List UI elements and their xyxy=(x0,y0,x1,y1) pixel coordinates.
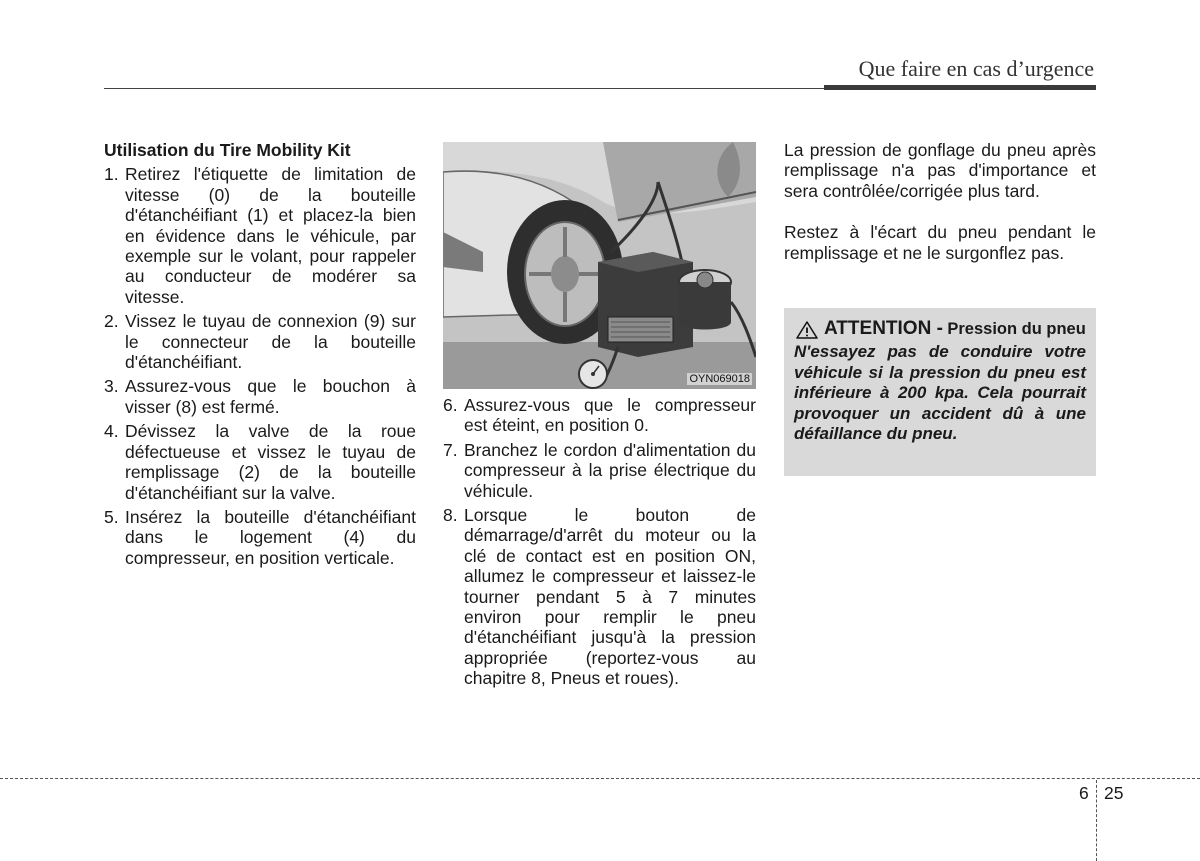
step-text: Lorsque le bouton de démarrage/d'arrêt du moteur ou la clé de contact est en position ON, allumez le compresseur et laissez-le tourner pendant 5 à 7 minutes environ pour remplir le pneu d'étanchéifiant jusqu'à la pression appropriée (reportez-vous au chapitre 8, Pneus et roues). xyxy=(464,505,756,689)
warning-triangle-icon xyxy=(796,321,818,339)
step-number: 6. xyxy=(443,395,458,415)
chapter-number: 6 xyxy=(1079,783,1089,803)
step-text: Vissez le tuyau de connexion (9) sur le connecteur de la bouteille d'étanchéifiant. xyxy=(125,311,416,373)
step-number: 2. xyxy=(104,311,119,332)
tire-mobility-kit-illustration xyxy=(443,142,756,389)
car-tire-compressor-drawing xyxy=(443,142,756,389)
caution-heading xyxy=(794,318,1086,340)
caution-box xyxy=(784,308,1096,476)
step-number: 7. xyxy=(443,439,458,460)
step-item xyxy=(104,507,416,568)
running-header-title: Que faire en cas d’urgence xyxy=(858,56,1094,81)
step-text: Dévissez la valve de la roue défectueuse et vissez le tuyau de remplissage (2) de la bouteille d'étanchéifiant sur la valve. xyxy=(125,421,416,503)
step-item xyxy=(443,440,756,501)
step-number: 8. xyxy=(443,505,458,526)
step-item xyxy=(104,421,416,503)
step-number: 5. xyxy=(104,506,119,527)
header-rule-accent xyxy=(824,85,1096,90)
step-item xyxy=(104,164,416,307)
note-paragraph: Restez à l'écart du pneu pendant le remplissage et ne le surgonflez pas. xyxy=(784,222,1096,263)
page-number: 25 xyxy=(1104,783,1124,803)
steps-list-part2 xyxy=(443,395,756,689)
figure-reference-code: OYN069018 xyxy=(689,373,750,385)
steps-list-part1 xyxy=(104,164,416,568)
caution-title xyxy=(824,318,1086,340)
caution-subtitle: Pression du pneu xyxy=(947,320,1086,338)
section-title: Utilisation du Tire Mobility Kit xyxy=(104,140,351,160)
step-number: 1. xyxy=(104,164,119,185)
step-number: 4. xyxy=(104,421,119,442)
step-item xyxy=(443,395,756,436)
step-item xyxy=(443,505,756,689)
step-text: Retirez l'étiquette de limitation de vitesse (0) de la bouteille d'étanchéifiant (1) et placez-la bien en évidence dans le véhicule, par exemple sur le volant, pour rappeler au conducteur de modérer sa vitesse. xyxy=(125,164,416,307)
footer-divider xyxy=(1096,780,1097,861)
caution-label: ATTENTION - xyxy=(824,318,943,339)
step-item xyxy=(104,311,416,372)
note-paragraph: La pression de gonflage du pneu après remplissage n'a pas d'importance et sera contrôlée/corrigée plus tard. xyxy=(784,140,1096,201)
footer-rule xyxy=(0,778,1200,779)
column-left xyxy=(104,140,416,572)
step-text: Assurez-vous que le compresseur est éteint, en position 0. xyxy=(464,395,756,436)
step-item xyxy=(104,376,416,417)
column-middle xyxy=(443,395,756,693)
step-text: Insérez la bouteille d'étanchéifiant dans le logement (4) du compresseur, en position verticale. xyxy=(125,506,416,568)
caution-text: N'essayez pas de conduire votre véhicule si la pression du pneu est inférieure à 200 kpa. Cela pourrait provoquer un accident dû à une défaillance du pneu. xyxy=(794,342,1086,443)
step-text: Assurez-vous que le bouchon à visser (8) est fermé. xyxy=(125,376,416,417)
step-text: Branchez le cordon d'alimentation du compresseur à la prise électrique du véhicule. xyxy=(464,439,756,501)
column-right xyxy=(784,140,1096,284)
step-number: 3. xyxy=(104,376,119,397)
